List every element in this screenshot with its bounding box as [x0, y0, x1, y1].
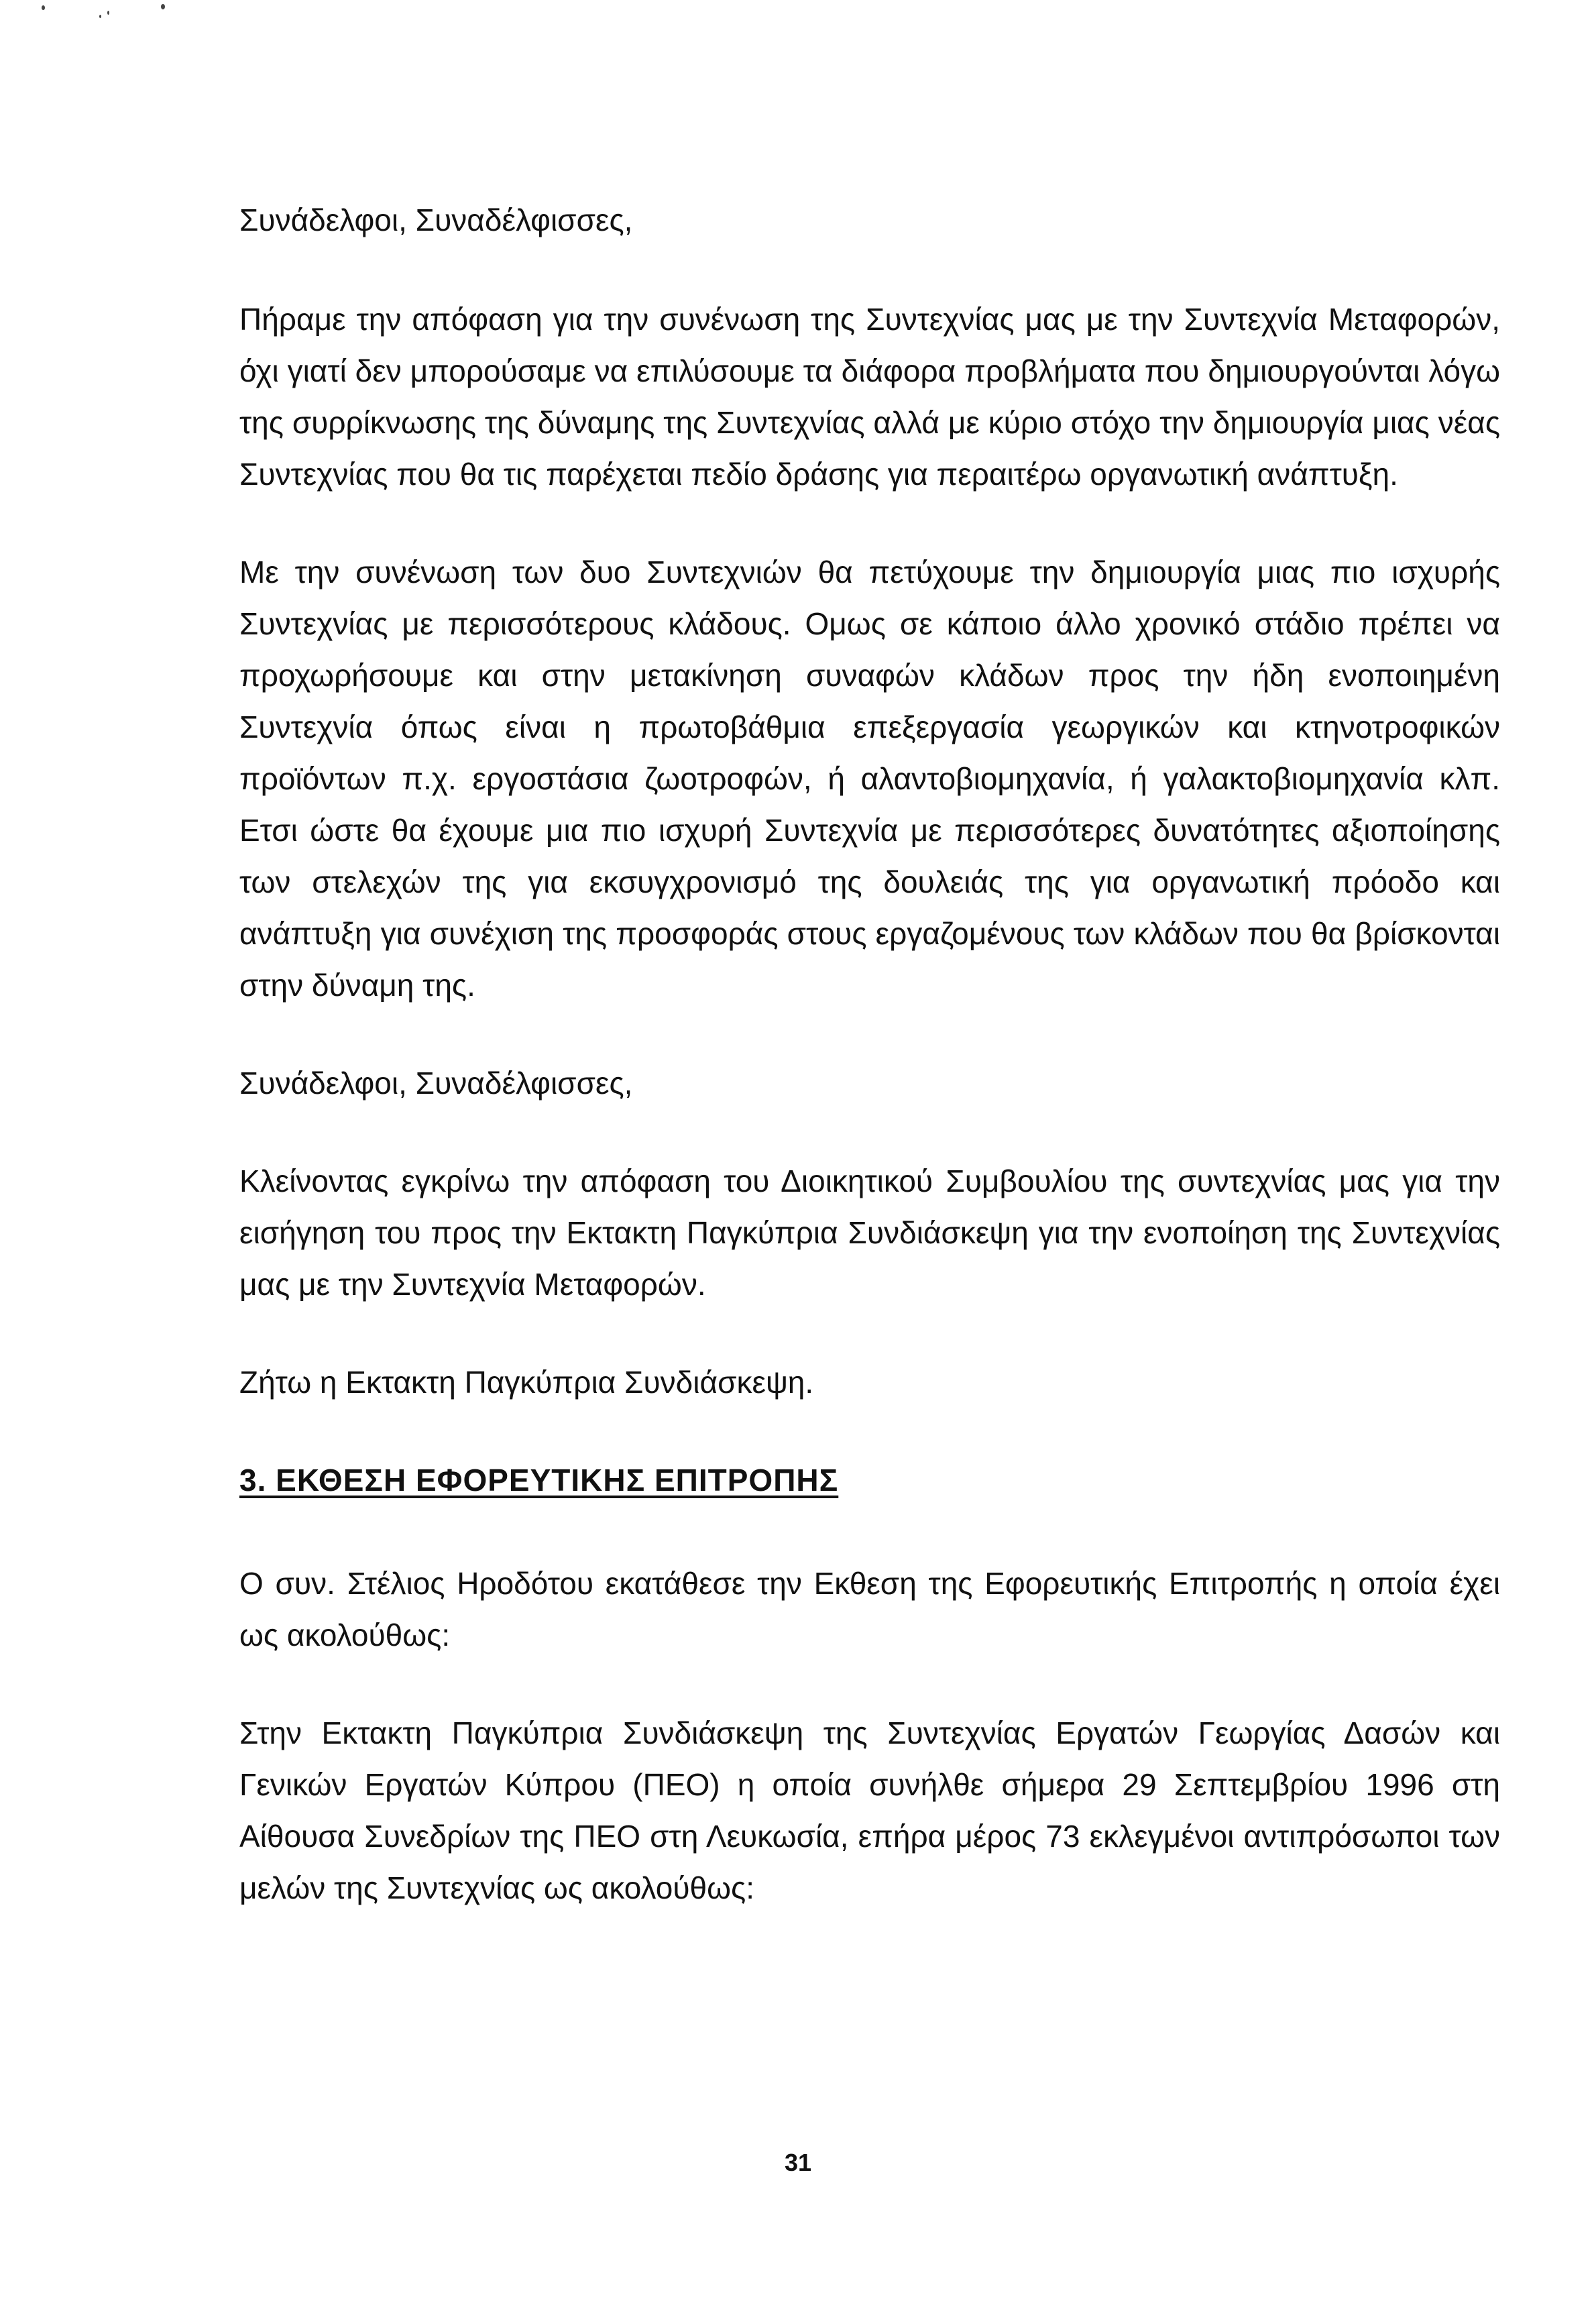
paragraph-approval: Κλείνοντας εγκρίνω την απόφαση του Διοικητικού Συμβουλίου της συντεχνίας μας για την εισήγηση του προς την Εκτακτη Παγκύπρια Συνδιάσκεψη για την ενοποίηση της Συντεχνίας μας με την Συντεχνία Μεταφορών. [239, 1164, 1500, 1302]
paragraph-merger-decision: Πήραμε την απόφαση για την συνένωση της Συντεχνίας μας με την Συντεχνία Μεταφορών, όχι γιατί δεν μπορούσαμε να επιλύσουμε τα διάφορα προβλήματα που δημιουργούνται λόγω της συρρίκνωσης της δύναμης της Συντεχνίας αλλά με κύριο στόχο την δημιουργία μιας νέας Συντεχνίας που θα τις παρέχεται πεδίο δράσης για περαιτέρω οργανωτική ανάπτυξη. [239, 302, 1500, 492]
paragraph-conference-details: Στην Εκτακτη Παγκύπρια Συνδιάσκεψη της Συντεχνίας Εργατών Γεωργίας Δασών και Γενικών Εργατών Κύπρου (ΠΕΟ) η οποία συνήλθε σήμερα 29 Σεπτεμβρίου 1996 στη Αίθουσα Συνεδρίων της ΠΕΟ στη Λευκωσία, επήρα μέρος 73 εκλεγμένοι αντιπρόσωποι των μελών της Συντεχνίας ως ακολούθως: [239, 1715, 1500, 1905]
document-body [239, 194, 1500, 1960]
paragraph-merger-benefits: Με την συνένωση των δυο Συντεχνιών θα πετύχουμε την δημιουργία μιας πιο ισχυρής Συντεχνίας με περισσότερους κλάδους. Ομως σε κάποιο άλλο χρονικό στάδιο πρέπει να προχωρήσουμε και στην μετακίνηση συναφών κλάδων προς την ήδη ενοποιημένη Συντεχνία όπως είναι η πρωτοβάθμια επεξεργασία γεωργικών και κτηνοτροφικών προϊόντων π.χ. εργοστάσια ζωοτροφών, ή αλαντοβιομηχανία, ή γαλακτοβιομηχανία κλπ. Ετσι ώστε θα έχουμε μια πιο ισχυρή Συντεχνία με περισσότερες δυνατότητες αξιοποίησης των στελεχών της για εκσυγχρονισμό της δουλειάς της για οργανωτική πρόοδο και ανάπτυξη για συνέχιση της προσφοράς στους εργαζομένους των κλάδων που θα βρίσκονται στην δύναμη της. [239, 555, 1500, 1003]
scan-speck [99, 15, 101, 18]
salutation: Συνάδελφοι, Συναδέλφισσες, [239, 203, 633, 237]
closing-cheer: Ζήτω η Εκτακτη Παγκύπρια Συνδιάσκεψη. [239, 1365, 814, 1400]
paragraph-report-intro: Ο συν. Στέλιος Ηροδότου εκατάθεσε την Εκθεση της Εφορευτικής Επιτροπής η οποία έχει ως ακολούθως: [239, 1566, 1500, 1652]
section-heading: 3. ΕΚΘΕΣΗ ΕΦΟΡΕΥΤΙΚΗΣ ΕΠΙΤΡΟΠΗΣ [239, 1463, 839, 1498]
scan-speck [161, 4, 165, 9]
salutation: Συνάδελφοι, Συναδέλφισσες, [239, 1066, 633, 1101]
page-number: 31 [784, 2149, 812, 2176]
scan-speck [42, 5, 45, 10]
scan-speck [107, 11, 109, 15]
